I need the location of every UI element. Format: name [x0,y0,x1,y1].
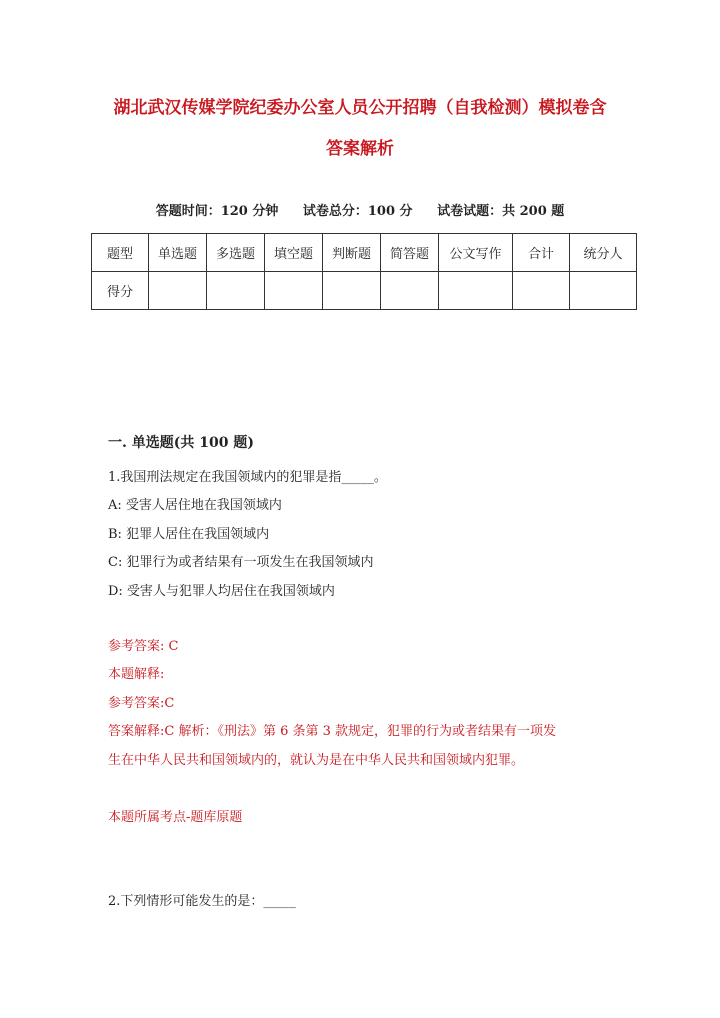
document-subtitle: 答案解析 [326,139,394,159]
score-cell [439,272,513,310]
score-cell [381,272,439,310]
answer-label: 参考答案: C [108,639,179,654]
option-d: D: 受害人与犯罪人均居住在我国领域内 [108,584,335,599]
question-stem: 2.下列情形可能发生的是：_____ [108,894,296,909]
header-cell: 合计 [513,234,570,272]
header-cell: 简答题 [381,234,439,272]
option-b: B: 犯罪人居住在我国领域内 [108,527,270,542]
option-a: A: 受害人居住地在我国领域内 [108,498,282,513]
section-heading: 一. 单选题(共 100 题) [108,435,254,451]
score-table-header-row [92,234,637,272]
header-cell: 单选题 [149,234,207,272]
score-cell [207,272,265,310]
header-cell: 填空题 [265,234,323,272]
option-c: C: 犯罪行为或者结果有一项发生在我国领域内 [108,555,374,570]
exam-time: 答题时间：120 分钟 [155,204,279,219]
score-cell [513,272,570,310]
score-cell [265,272,323,310]
explanation-label: 本题解释: [108,667,165,682]
header-cell: 公文写作 [439,234,513,272]
score-cell [570,272,637,310]
answer-label-2: 参考答案:C [108,696,175,711]
total-score: 试卷总分：100 分 [302,204,413,219]
header-cell: 统分人 [570,234,637,272]
score-cell [149,272,207,310]
header-cell: 题型 [92,234,149,272]
exam-info [0,200,720,219]
score-table-score-row [92,272,637,310]
explanation-line-2: 生在中华人民共和国领域内的，就认为是在中华人民共和国领域内犯罪。 [108,753,525,768]
header-cell: 多选题 [207,234,265,272]
total-questions: 试卷试题：共 200 题 [437,204,565,219]
score-table [91,233,637,310]
question-stem: 1.我国刑法规定在我国领域内的犯罪是指_____。 [108,470,387,485]
explanation-line-1: 答案解释:C 解析：《刑法》第 6 条第 3 款规定，犯罪的行为或者结果有一项发 [108,724,557,739]
header-cell: 判断题 [323,234,381,272]
document-title: 湖北武汉传媒学院纪委办公室人员公开招聘（自我检测）模拟卷含 [113,98,607,118]
score-cell [323,272,381,310]
question-source: 本题所属考点-题库原题 [108,810,243,825]
row-label-cell: 得分 [92,272,149,310]
